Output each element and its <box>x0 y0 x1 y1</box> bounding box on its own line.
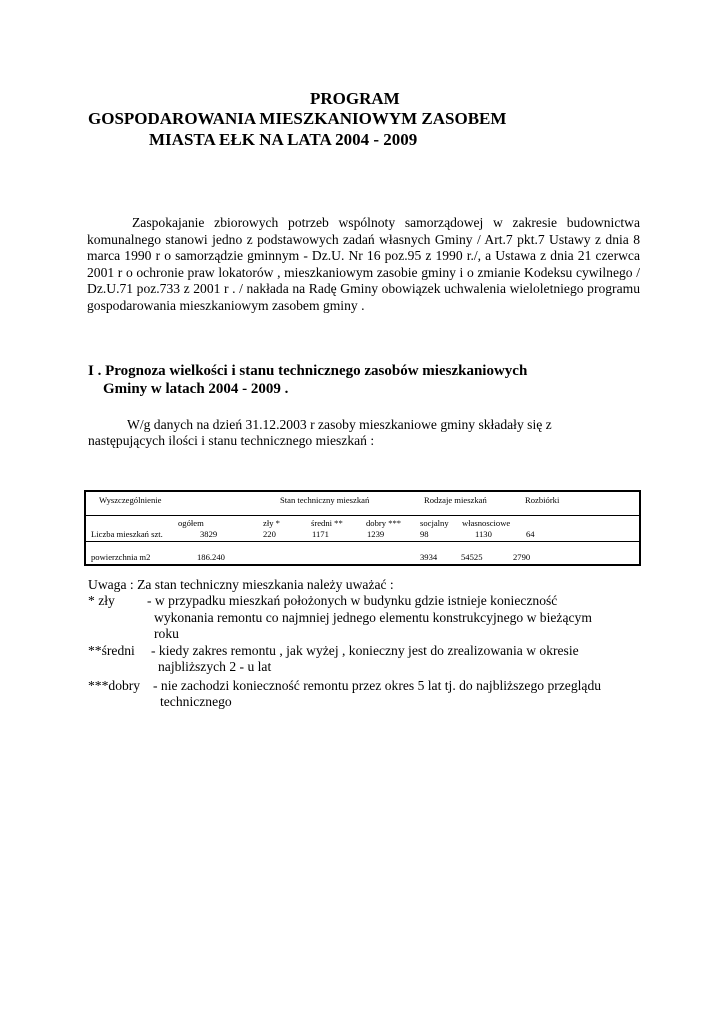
row1-ogolem: 3829 <box>200 529 218 539</box>
housing-stock-table <box>84 490 641 566</box>
note-dobry-line-2: technicznego <box>160 694 232 709</box>
header-stan-techniczny: Stan techniczny mieszkań <box>280 495 370 505</box>
subheader-ogolem: ogółem <box>178 518 204 528</box>
note-zly-line-2: wykonania remontu co najmniej jednego elementu konstrukcyjnego w bieżącym <box>154 610 592 625</box>
table-divider <box>86 515 639 516</box>
title-line-3: MIASTA EŁK NA LATA 2004 - 2009 <box>149 130 418 149</box>
section-heading-line-2: Gminy w latach 2004 - 2009 . <box>103 381 289 397</box>
note-dobry-label: ***dobry <box>88 678 141 693</box>
row1-rozbiorki: 64 <box>526 529 535 539</box>
section-text-line-2: następujących ilości i stanu technicznego mieszkań : <box>88 433 375 448</box>
section-heading-line-1: I . Prognoza wielkości i stanu technicznego zasobów mieszkaniowych <box>88 363 528 379</box>
row2-ogolem: 186.240 <box>197 552 225 562</box>
title-line-1: PROGRAM <box>310 89 400 108</box>
note-zly-line-1: - w przypadku mieszkań położonych w budynku gdzie istnieje konieczność <box>147 593 558 608</box>
intro-paragraph: Zaspokajanie zbiorowych potrzeb wspólnoty samorządowej w zakresie budownictwa komunalnego stanowi jedno z podstawowych zadań własnych Gminy / Art.7 pkt.7 Ustawy z dnia 8 marca 1990 r o samorządzie gminnym - Dz.U. Nr 16 poz.95 z 1990 r./, a Ustawa z dnia 21 czerwca 2001 r o ochronie praw lokatorów , mieszkaniowym zasobie gminy i o zmianie Kodeksu cywilnego / Dz.U.71 poz.733 z 2001 r . / nakłada na Radę Gminy obowiązek uchwalenia wieloletniego programu gospodarowania mieszkaniowym zasobem gminy . <box>87 215 640 313</box>
subheader-wlasnosciowe: własnosciowe <box>462 518 511 528</box>
row1-wlasnosciowe: 1130 <box>475 529 492 539</box>
subheader-zly: zły * <box>263 518 280 528</box>
subheader-dobry: dobry *** <box>366 518 402 528</box>
note-sredni-line-1: - kiedy zakres remontu , jak wyżej , konieczny jest do zrealizowania w okresie <box>151 643 579 658</box>
note-sredni-line-2: najbliższych 2 - u lat <box>158 659 272 674</box>
note-sredni-label: **średni <box>88 643 135 658</box>
section-text-line-1: W/g danych na dzień 31.12.2003 r zasoby mieszkaniowe gminy składały się z <box>127 417 552 432</box>
row1-dobry: 1239 <box>367 529 385 539</box>
subheader-sredni: średni ** <box>311 518 343 528</box>
row2-rozbiorki: 2790 <box>513 552 531 562</box>
notes-intro: Uwaga : Za stan techniczny mieszkania należy uważać : <box>88 577 394 592</box>
row1-socjalny: 98 <box>420 529 429 539</box>
note-zly-label: * zły <box>88 593 115 608</box>
row1-sredni: 1171 <box>312 529 329 539</box>
subheader-socjalny: socjalny <box>420 518 449 528</box>
note-dobry-line-1: - nie zachodzi konieczność remontu przez okres 5 lat tj. do najbliższego przeglądu <box>153 678 602 693</box>
row2-wlasnosciowe: 54525 <box>461 552 483 562</box>
note-zly-line-3: roku <box>154 626 179 641</box>
header-rozbiorki: Rozbiórki <box>525 495 560 505</box>
row1-zly: 220 <box>263 529 276 539</box>
header-wyszczegolnienie: Wyszczególnienie <box>99 495 162 505</box>
row2-label: powierzchnia m2 <box>91 552 151 562</box>
table-divider <box>86 541 639 542</box>
title-line-2: GOSPODAROWANIA MIESZKANIOWYM ZASOBEM <box>88 109 507 128</box>
row1-label: Liczba mieszkań szt. <box>91 529 163 539</box>
row2-socjalny: 3934 <box>420 552 438 562</box>
header-rodzaje-mieszkan: Rodzaje mieszkań <box>424 495 487 505</box>
